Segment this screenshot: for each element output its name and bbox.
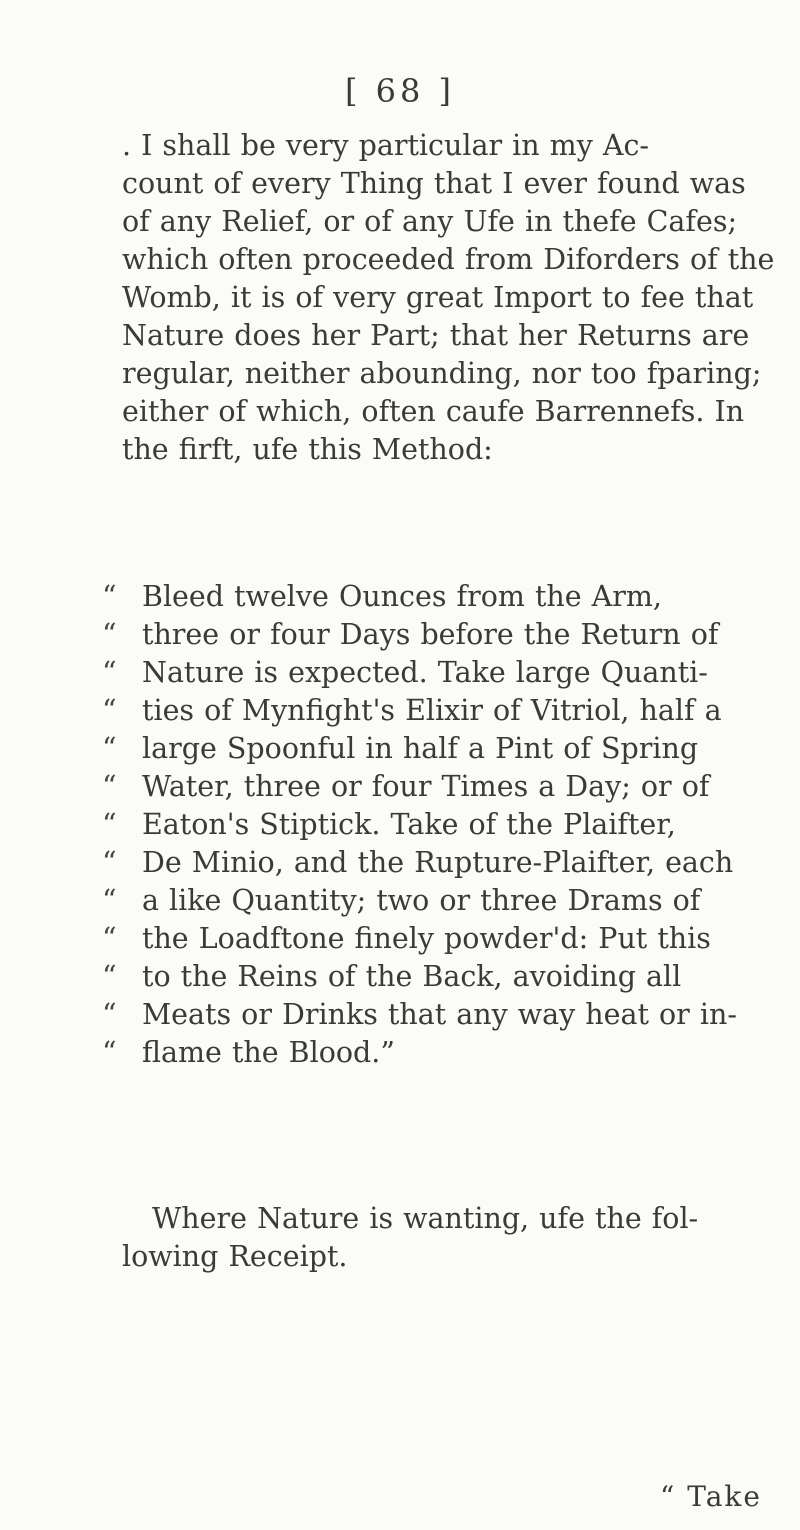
- text-line: Where Nature is wanting, ufe the fol-: [152, 1202, 699, 1235]
- quote-mark: “: [102, 732, 117, 765]
- page-number: [ 68 ]: [344, 72, 456, 110]
- quote-mark: “: [102, 884, 117, 917]
- quote-mark: “: [102, 694, 117, 727]
- paragraph-receipt: [122, 1200, 798, 1276]
- quote-mark: “: [102, 580, 117, 613]
- quote-text: the Loadftone finely powder'd: Put this: [142, 922, 711, 955]
- quote-text: De Minio, and the Rupture-Plaifter, each: [142, 846, 734, 879]
- catchword: “ Take: [660, 1480, 762, 1513]
- text-line: Nature does her Part; that her Returns are: [122, 319, 750, 352]
- text-line: either of which, often caufe Barrennefs. In: [122, 395, 745, 428]
- text-line: which often proceeded from Diforders of the: [122, 243, 775, 276]
- quote-mark: “: [102, 998, 117, 1031]
- quote-mark: “: [102, 846, 117, 879]
- quote-text: to the Reins of the Back, avoiding all: [142, 960, 682, 993]
- quote-line: [102, 768, 778, 806]
- quote-text: ties of Mynfight's Elixir of Vitriol, half a: [142, 694, 722, 727]
- quote-text: a like Quantity; two or three Drams of: [142, 884, 701, 917]
- quote-text: flame the Blood.”: [142, 1036, 395, 1069]
- quote-mark: “: [102, 922, 117, 955]
- quote-line: [102, 616, 778, 654]
- quote-text: large Spoonful in half a Pint of Spring: [142, 732, 699, 765]
- quote-text: Nature is expected. Take large Quanti-: [142, 656, 708, 689]
- text-line: of any Relief, or of any Ufe in thefe Cafes;: [122, 205, 738, 238]
- quote-text: Water, three or four Times a Day; or of: [142, 770, 710, 803]
- quote-text: Bleed twelve Ounces from the Arm,: [142, 580, 662, 613]
- quote-mark: “: [102, 1036, 117, 1069]
- quote-line: [102, 806, 778, 844]
- quoted-recipe: [102, 578, 778, 1072]
- quote-text: Eaton's Stiptick. Take of the Plaifter,: [142, 808, 676, 841]
- quote-mark: “: [102, 960, 117, 993]
- quote-text: three or four Days before the Return of: [142, 618, 719, 651]
- text-line: count of every Thing that I ever found was: [122, 167, 746, 200]
- text-line: the firft, ufe this Method:: [122, 433, 493, 466]
- quote-line: [102, 958, 778, 996]
- text-line: lowing Receipt.: [122, 1240, 348, 1273]
- quote-line: [102, 730, 778, 768]
- quote-line: [102, 844, 778, 882]
- text-line: Womb, it is of very great Import to fee that: [122, 281, 754, 314]
- quote-line: [102, 1034, 778, 1072]
- quote-line: [102, 692, 778, 730]
- quote-line: [102, 882, 778, 920]
- paragraph-intro: [122, 127, 798, 469]
- quote-text: Meats or Drinks that any way heat or in-: [142, 998, 737, 1031]
- quote-line: [102, 996, 778, 1034]
- text-line: regular, neither abounding, nor too fparing;: [122, 357, 762, 390]
- quote-line: [102, 654, 778, 692]
- quote-line: [102, 578, 778, 616]
- quote-mark: “: [102, 808, 117, 841]
- quote-mark: “: [102, 618, 117, 651]
- quote-line: [102, 920, 778, 958]
- text-line: . I shall be very particular in my Ac-: [122, 129, 650, 162]
- quote-mark: “: [102, 656, 117, 689]
- quote-mark: “: [102, 770, 117, 803]
